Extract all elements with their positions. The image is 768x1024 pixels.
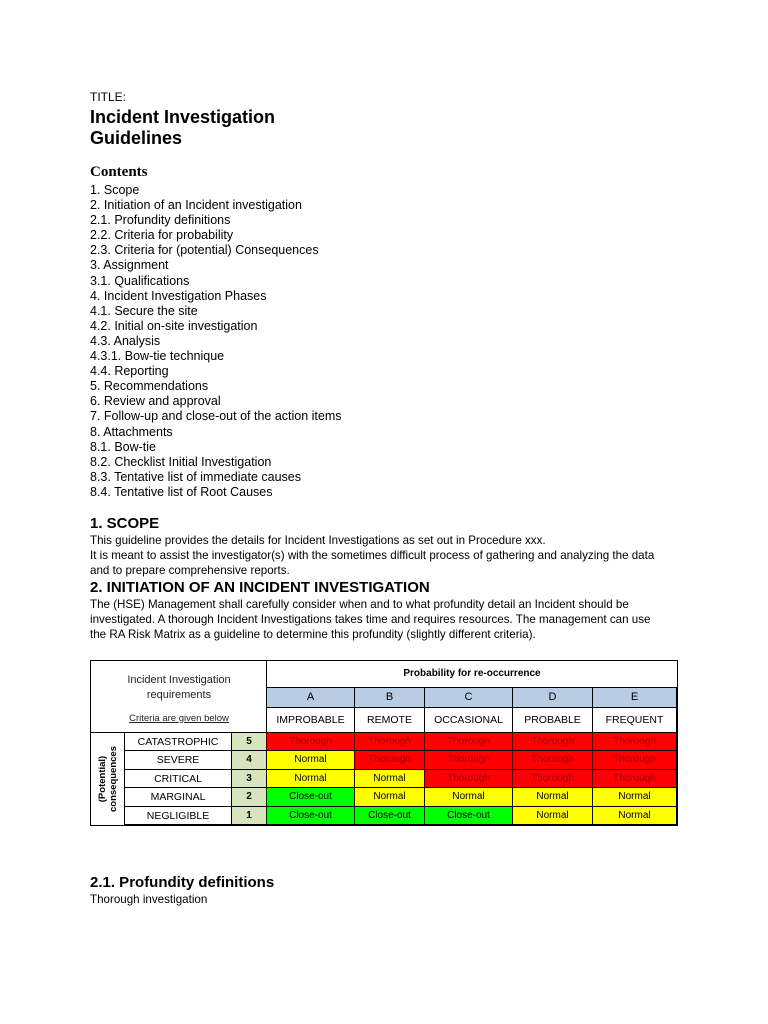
probability-name: PROBABLE [513,708,593,732]
matrix-cell: Thorough [425,770,513,788]
matrix-cell: Normal [267,770,355,788]
document-title-line-2: Guidelines [90,128,183,148]
risk-matrix [90,660,678,826]
toc-item: 7. Follow-up and close-out of the action items [90,409,342,424]
scope-line: It is meant to assist the investigator(s) with the sometimes difficult process of gathering and analyzing the data [90,548,655,562]
matrix-cell: Thorough [425,751,513,769]
toc-item: 2.1. Profundity definitions [90,213,231,228]
toc-item: 1. Scope [90,183,140,197]
matrix-cell: Thorough [267,733,355,751]
severity-number: 3 [231,770,267,788]
probability-letter: C [425,688,513,707]
matrix-cell: Normal [355,770,425,788]
toc-item: 2.3. Criteria for (potential) Consequences [90,243,319,258]
profundity-heading: 2.1. Profundity definitions [90,873,275,891]
scope-heading: 1. SCOPE [90,514,160,532]
toc-item: 4. Incident Investigation Phases [90,288,267,303]
toc-item: 4.2. Initial on-site investigation [90,318,258,333]
probability-letter: B [355,688,425,707]
matrix-cell: Normal [593,807,677,825]
matrix-cell: Thorough [425,733,513,751]
initiation-line: The (HSE) Management shall carefully consider when and to what profundity detail an Incident should be [90,597,629,611]
matrix-row [125,733,677,751]
side-line-2: consequences [108,745,119,812]
document-title [90,107,690,149]
toc-item: 8.1. Bow-tie [90,439,157,454]
profundity-text: Thorough investigation [90,892,208,906]
consequences-side-label [91,733,125,825]
matrix-row [125,770,677,788]
severity-label: CRITICAL [125,770,231,788]
criteria-note: Criteria are given below [129,712,229,724]
initiation-line: investigated. A thorough Incident Investigations takes time and requires resources. The management can use [90,612,651,626]
scope-line: and to prepare comprehensive reports. [90,563,290,577]
initiation-body [90,597,690,642]
matrix-requirements-cell [91,661,267,733]
scope-body [90,533,690,578]
document-page [90,90,690,907]
probability-letter: A [267,688,355,707]
probability-heading: Probability for re-occurrence [403,667,541,679]
toc-item: 2. Initiation of an Incident investigation [90,198,302,213]
severity-number: 5 [231,733,267,751]
probability-name: IMPROBABLE [267,708,355,732]
matrix-cell: Thorough [593,733,677,751]
toc-item: 8.4. Tentative list of Root Causes [90,484,273,499]
severity-label: MARGINAL [125,788,231,806]
toc-item: 6. Review and approval [90,394,221,409]
matrix-cell: Close-out [267,788,355,806]
title-label: TITLE: [90,90,127,104]
requirements-line-1: Incident Investigation [127,673,231,686]
probability-name: REMOTE [355,708,425,732]
severity-number: 4 [231,751,267,769]
matrix-row [125,788,677,806]
matrix-cell: Normal [513,788,593,806]
matrix-cell: Normal [593,788,677,806]
probability-letters-row [267,687,677,707]
toc-item: 3.1. Qualifications [90,273,190,288]
matrix-cell: Close-out [425,807,513,825]
probability-name: FREQUENT [593,708,677,732]
matrix-cell: Thorough [593,751,677,769]
severity-label: CATASTROPHIC [125,733,231,751]
side-line-1: (Potential) [97,755,108,803]
toc-item: 5. Recommendations [90,379,209,394]
matrix-row [125,807,677,825]
contents-heading: Contents [90,164,148,180]
scope-line: This guideline provides the details for Incident Investigations as set out in Procedure xxx. [90,533,546,547]
matrix-requirements-label [91,673,267,703]
probability-letter: D [513,688,593,707]
matrix-cell: Normal [355,788,425,806]
requirements-line-2: requirements [146,688,212,701]
matrix-cell: Thorough [513,751,593,769]
matrix-cell: Thorough [593,770,677,788]
toc-item: 3. Assignment [90,258,169,273]
initiation-line: the RA Risk Matrix as a guideline to determine this profundity (slightly different criteria). [90,627,536,641]
consequences-side-text [97,734,119,824]
probability-names-row [267,707,677,733]
initiation-heading: 2. INITIATION OF AN INCIDENT INVESTIGATION [90,578,430,596]
severity-label: SEVERE [125,751,231,769]
probability-name: OCCASIONAL [425,708,513,732]
toc-item: 4.4. Reporting [90,364,169,379]
matrix-cell: Thorough [355,733,425,751]
matrix-cell: Close-out [355,807,425,825]
matrix-row [125,751,677,769]
severity-number: 2 [231,788,267,806]
severity-label: NEGLIGIBLE [125,807,231,825]
toc-item: 8.3. Tentative list of immediate causes [90,469,301,484]
toc-item: 4.3. Analysis [90,333,161,348]
matrix-cell: Normal [425,788,513,806]
toc-item: 4.3.1. Bow-tie technique [90,349,225,364]
matrix-cell: Thorough [513,770,593,788]
probability-letter: E [593,688,677,707]
matrix-cell: Thorough [513,733,593,751]
matrix-cell: Normal [513,807,593,825]
matrix-cell: Normal [267,751,355,769]
toc-item: 8. Attachments [90,424,173,439]
matrix-cell: Close-out [267,807,355,825]
toc-item: 8.2. Checklist Initial Investigation [90,454,272,469]
table-of-contents [90,183,690,500]
document-title-line-1: Incident Investigation [90,107,276,127]
toc-item: 2.2. Criteria for probability [90,228,234,243]
toc-item: 4.1. Secure the site [90,303,198,318]
matrix-cell: Thorough [355,751,425,769]
severity-number: 1 [231,807,267,825]
